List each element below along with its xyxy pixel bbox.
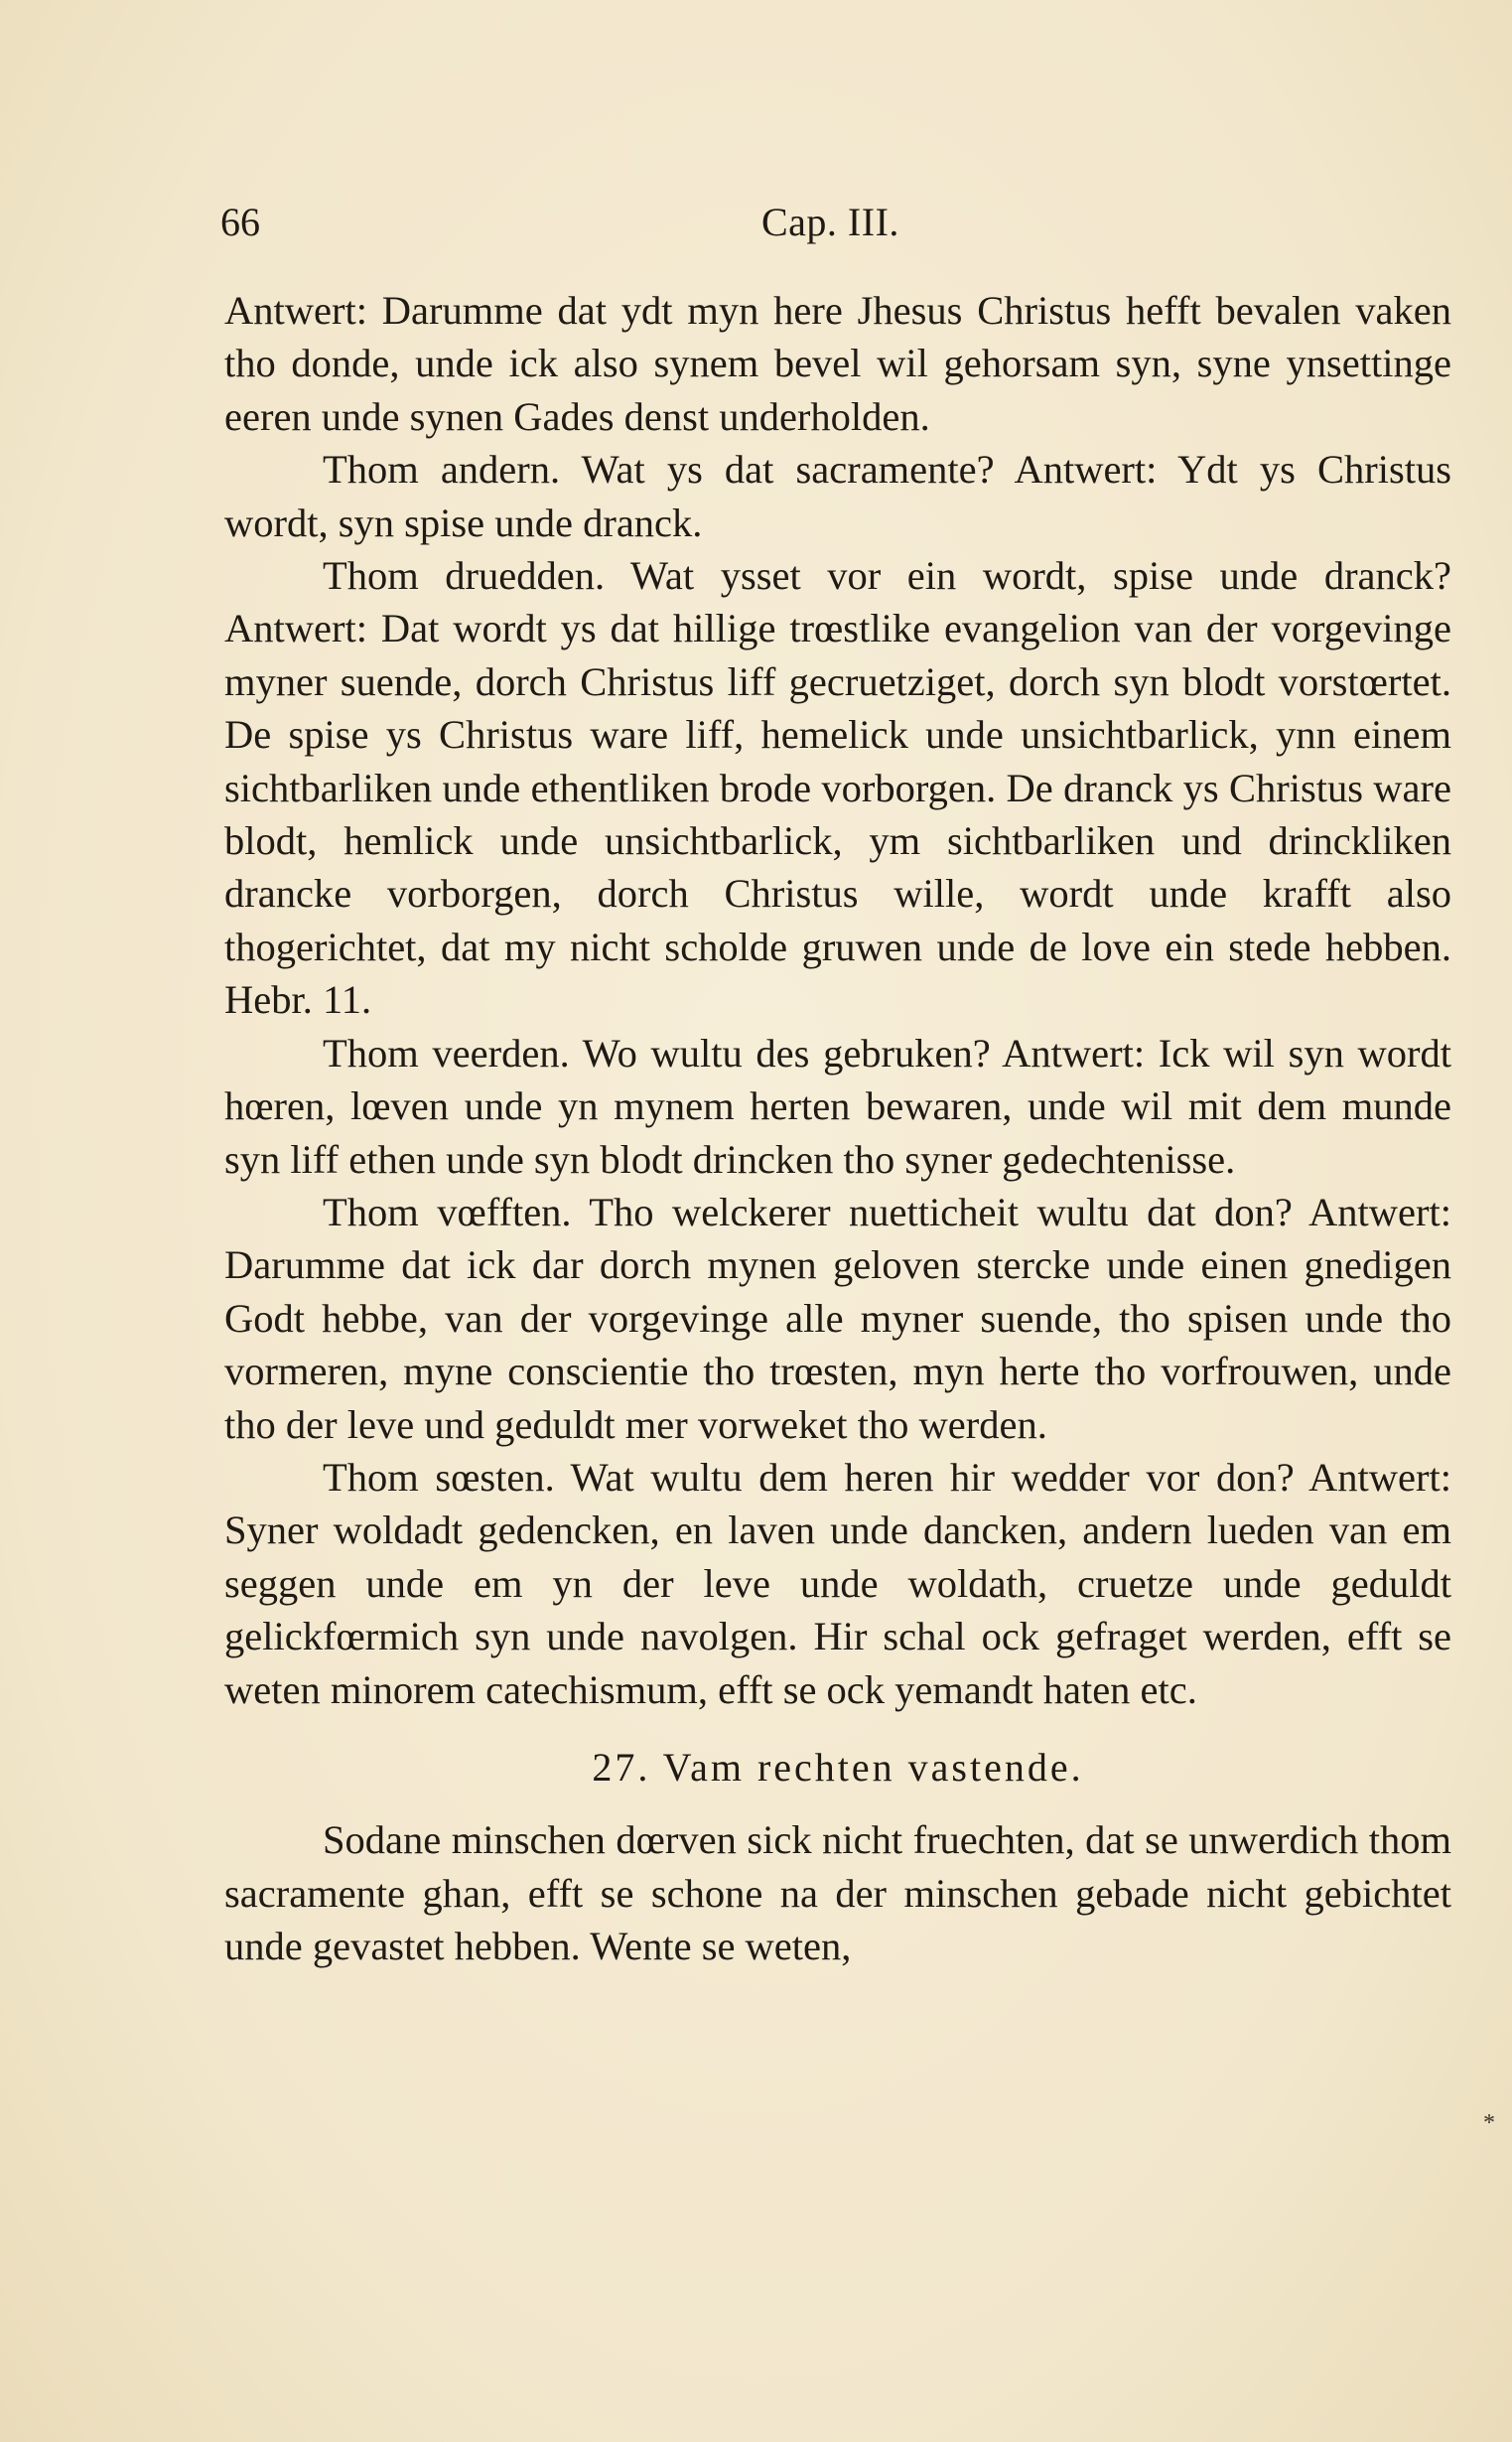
section-heading: 27. Vam rechten vastende. — [592, 1744, 1084, 1790]
page-number: 66 — [220, 200, 260, 244]
running-title: Cap. III. — [761, 200, 899, 244]
paragraph-1: Antwert: Darumme dat ydt myn here Jhesus Christus hefft bevalen vaken tho donde, unde ick also synem bevel wil gehorsam syn, syne ynsettinge eeren unde synen Gades denst underholden. — [224, 288, 1451, 439]
paragraph-6: Thom sœsten. Wat wultu dem heren hir wedder vor don? Antwert: Syner woldadt gedencken, en laven unde dancken, andern lueden van em seggen unde em yn der leve unde woldath, cruetze unde geduldt gelickfœrmich syn unde navolgen. Hir schal ock gefraget werden, efft se weten minorem catechismum, efft se ock yemandt haten etc. — [224, 1454, 1451, 1712]
margin-mark: * — [1483, 2110, 1495, 2136]
page-header — [220, 199, 1451, 248]
section-paragraph-1: Sodane minschen dœrven sick nicht fruechten, dat se unwerdich thom sacramente ghan, efft se schone na der minschen gebade nicht gebichtet unde gevastet hebben. Wente se weten, — [224, 1817, 1451, 1969]
paragraph-2: Thom andern. Wat ys dat sacramente? Antwert: Ydt ys Christus wordt, syn spise unde dranck. — [224, 447, 1451, 545]
body-text — [224, 284, 1451, 1973]
paragraph-5: Thom vœfften. Tho welckerer nuetticheit wultu dat don? Antwert: Darumme dat ick dar dorch mynen geloven stercke unde einen gnedigen Godt hebbe, van der vorgevinge alle myner suende, tho spisen unde tho vormeren, myne conscientie tho trœsten, myn herte tho vorfrouwen, unde tho der leve und geduldt mer vorweket tho werden. — [224, 1189, 1451, 1447]
paragraph-4: Thom veerden. Wo wultu des gebruken? Antwert: Ick wil syn wordt hœren, lœven unde yn mynem herten bewaren, unde wil mit dem munde syn liff ethen unde syn blodt drincken tho syner gedechtenisse. — [224, 1030, 1451, 1182]
paragraph-3: Thom druedden. Wat ysset vor ein wordt, spise unde dranck? Antwert: Dat wordt ys dat hillige trœstlike evangelion van der vorgevinge myner suende, dorch Christus liff gecruetziget, dorch syn blodt vorstœrtet. De spise ys Christus ware liff, hemelick unde unsichtbarlick, ynn einem sichtbarliken unde ethentliken brode vorborgen. De dranck ys Christus ware blodt, hemlick unde unsichtbarlick, ym sichtbarliken und drinckliken drancke vorborgen, dorch Christus wille, wordt unde krafft also thogerichtet, dat my nicht scholde gruwen unde de love ein stede hebben. Hebr. 11. — [224, 553, 1451, 1023]
